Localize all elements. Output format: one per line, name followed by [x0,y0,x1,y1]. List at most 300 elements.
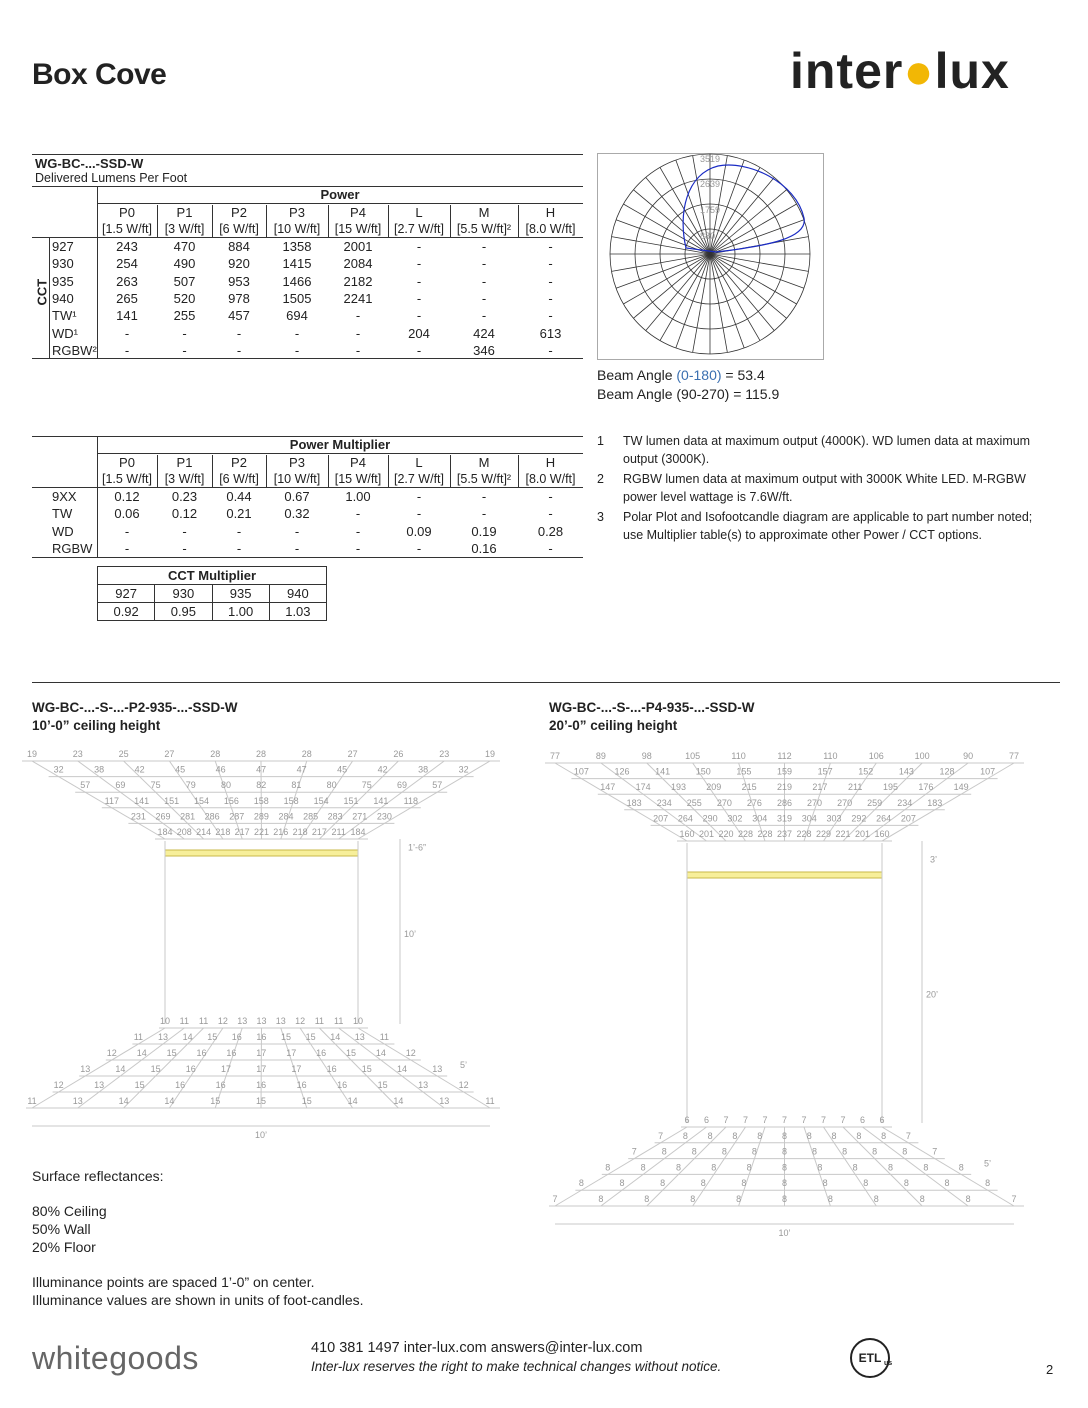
floor-value: 15 [255,1096,267,1106]
column-rate: [6 W/ft] [219,222,259,236]
table-cell: 1.00 [345,489,371,504]
ceiling-value: 57 [432,780,443,791]
floor-value: 13 [157,1032,169,1042]
column-code: P2 [231,455,247,470]
row-label: 930 [52,256,74,272]
floor-value: 14 [396,1064,408,1074]
column-rate: [15 W/ft] [334,472,382,486]
ceiling-value: 77 [1008,751,1020,761]
floor-value: 8 [605,1162,611,1173]
column-rate: [1.5 W/ft] [101,222,152,236]
ceiling-value: 105 [685,751,701,761]
ceiling-value: 45 [175,764,186,775]
ceiling-value: 303 [826,813,842,824]
column-divider [157,205,158,237]
footnotes [597,432,1047,544]
column-code: M [478,455,490,470]
contact-line: 410 381 1497 inter-lux.com answers@inter-lux.com [311,1340,643,1356]
ceiling-value: 98 [641,751,652,761]
floor-value: 11 [27,1096,37,1106]
floor-value: 8 [781,1130,788,1141]
ceiling-value: 19 [484,749,496,759]
floor-value: 8 [902,1146,908,1157]
reflectance-ceiling: 80% Ceiling [32,1203,107,1219]
floor-value: 8 [661,1146,667,1157]
ceiling-value: 75 [150,780,161,791]
ceiling-value: 230 [376,811,392,822]
table-cell: 1358 [282,239,312,254]
ceiling-value: 231 [130,811,146,822]
floor-value: 6 [684,1115,690,1125]
floor-value: 7 [723,1115,729,1125]
floor-value: 13 [354,1032,365,1042]
floor-value: 8 [644,1194,650,1204]
cct-value: 1.03 [285,604,311,619]
beam-value: = 53.4 [721,367,765,383]
column-code: P1 [176,455,193,470]
ceiling-value: 304 [752,813,768,824]
floor-value: 8 [873,1194,879,1204]
floor-value: 16 [175,1080,186,1090]
etl-certification-icon [850,1338,893,1378]
column-code: P0 [119,455,135,470]
power-group-header: Power [320,187,360,202]
floor-value: 10 [159,1016,171,1026]
table-cell: 0.28 [537,523,564,539]
divider [97,453,583,454]
table-cell: - [548,342,553,358]
width-dimension: 10’ [778,1228,791,1238]
ceiling-value: 107 [573,766,589,777]
floor-value: 7 [801,1115,807,1125]
table-cell: 204 [408,325,430,341]
table-cell: - [416,342,422,358]
column-divider [388,205,389,237]
table-cell: - [416,239,422,254]
column-code: P2 [231,205,247,220]
table-cell: - [548,290,553,306]
column-rate: [8.0 W/ft] [525,472,576,486]
ceiling-value: 207 [900,813,916,824]
row-label: WD [52,523,74,539]
cert-label: ETL [858,1351,882,1365]
floor-value: 15 [280,1032,292,1042]
floor-value: 7 [781,1115,788,1125]
ceiling-value: 269 [155,811,171,822]
ceiling-value: 90 [963,751,974,761]
table-cell: 0.19 [471,523,497,539]
table-cell: - [548,256,553,272]
table-cell: - [416,489,422,504]
floor-value: 13 [94,1080,105,1090]
floor-value: 14 [182,1032,193,1042]
table-cell: - [294,342,300,358]
reflectance-block [32,1167,364,1309]
row-label: RGBW [52,540,93,556]
floor-value: 8 [781,1178,788,1189]
table-cell: 424 [473,325,495,341]
floor-value: 16 [256,1032,267,1042]
floor-value: 8 [682,1130,688,1141]
table-cell: - [548,239,553,254]
column-divider [518,205,519,237]
floor-value: 8 [856,1130,862,1141]
floor-value: 8 [619,1178,625,1189]
note-num: 3 [597,510,604,524]
floor-value: 8 [711,1162,717,1173]
floor-value: 6 [859,1115,866,1125]
ceiling-value: 286 [204,811,220,822]
column-code: M [478,205,490,220]
ceiling-value: 208 [176,827,192,837]
ceiling-value: 151 [343,795,359,806]
footnote-1 [597,432,1047,468]
ceiling-value: 143 [898,766,914,777]
offset-dimension: 3’ [930,854,938,865]
ceiling-value: 151 [164,795,180,806]
left-ceiling-height: 10’-0” ceiling height [32,718,161,733]
ceiling-value: 42 [377,764,388,775]
cct-header: 935 [212,585,269,603]
ceiling-value: 156 [223,795,239,806]
floor-value: 7 [631,1146,637,1157]
ceiling-value: 141 [134,795,150,806]
ceiling-value: 75 [361,780,372,791]
cct-header: 930 [155,585,212,603]
floor-value: 8 [598,1194,604,1204]
table-cell: - [481,256,487,272]
floor-value: 8 [751,1146,757,1157]
table-cell: 0.67 [284,489,310,504]
table-cell: 254 [116,256,138,272]
table-cell: 920 [228,256,250,272]
row-label: TW¹ [52,308,77,324]
floor-value: 8 [812,1146,818,1157]
floor-value: 8 [736,1194,742,1204]
beam-label: Beam Angle [597,367,677,383]
row-label: TW [52,506,73,522]
floor-value: 8 [721,1146,727,1157]
floor-value: 15 [166,1048,177,1058]
ceiling-value: 219 [776,782,793,793]
table-cell: 1415 [282,256,312,272]
floor-value: 14 [115,1064,126,1074]
floor-value: 12 [458,1080,469,1090]
floor-value: 16 [316,1048,327,1058]
table-cell: 0.23 [171,489,198,504]
page-title: Box Cove [32,58,167,91]
floor-value: 7 [905,1130,911,1141]
table-cell: - [236,523,242,539]
ceiling-value: 264 [876,813,892,824]
table-cell: 243 [116,239,138,254]
floor-value: 8 [863,1178,869,1189]
floor-value: 11 [334,1016,344,1026]
ceiling-value: 110 [731,751,746,761]
floor-value: 12 [295,1016,306,1026]
floor-value: 6 [879,1115,885,1125]
floor-value: 16 [226,1048,237,1058]
ceiling-value: 57 [80,780,91,791]
floor-value: 15 [305,1032,316,1042]
floor-value: 8 [872,1146,878,1157]
ceiling-value: 195 [883,782,899,793]
floor-value: 15 [345,1048,357,1058]
ceiling-value: 207 [653,813,669,824]
ceiling-value: 290 [702,813,718,824]
column-code: P3 [289,205,305,220]
table-cell: 0.21 [226,506,252,522]
table-cell: - [481,239,487,254]
floor-value: 13 [275,1016,286,1026]
floor-value: 13 [432,1064,443,1074]
table-cell: - [294,540,300,556]
column-rate: [10 W/ft] [273,222,321,236]
ceiling-value: 82 [256,780,267,791]
column-rate: [2.7 W/ft] [393,222,444,236]
floor-value: 16 [215,1080,226,1090]
floor-value: 8 [781,1146,788,1157]
ceiling-value: 47 [256,764,267,775]
floor-value: 8 [675,1162,681,1173]
table-cell: 1466 [282,273,312,289]
lumens-table-title: WG-BC-...-SSD-W [35,156,144,171]
floor-value: 17 [256,1048,267,1058]
ceiling-value: 211 [848,782,863,793]
ceiling-value: 285 [303,811,319,822]
column-divider [266,455,267,487]
ceiling-value: 147 [600,782,616,793]
ceiling-value: 218 [292,827,308,837]
ceiling-value: 214 [196,827,212,837]
floor-value: 7 [552,1194,558,1204]
floor-value: 8 [806,1130,812,1141]
left-part-number: WG-BC-...-S-...-P2-935-...-SSD-W [32,700,238,715]
table-cell: - [236,342,242,358]
floor-value: 14 [136,1048,147,1058]
column-rate: [3 W/ft] [164,472,205,486]
note-text: TW lumen data at maximum output (4000K). WD lumen data at maximum output (3000K). [623,434,1031,466]
table-cell: 470 [173,239,196,254]
ceiling-value: 32 [458,764,469,775]
column-rate: [5.5 W/ft]² [456,222,512,236]
table-cell: 490 [173,256,196,272]
ceiling-value: 221 [253,827,270,837]
floor-grid-line [358,1028,490,1108]
column-code: H [545,455,556,470]
divider [97,203,583,204]
ring-label: 2639 [700,179,721,189]
ceiling-value: 80 [326,780,337,791]
note-text: RGBW lumen data at maximum output with 3000K White LED. M-RGBW power level wattage is 7.6W/ft. [623,472,1026,504]
floor-value: 7 [820,1115,827,1125]
table-cell: - [182,523,187,539]
ceiling-value: 211 [331,827,346,837]
floor-value: 8 [700,1178,706,1189]
ceiling-value: 271 [352,811,368,822]
ceiling-value: 281 [180,811,196,822]
ceiling-value: 28 [255,749,267,759]
table-cell: - [182,325,187,341]
ceiling-value: 289 [253,811,269,822]
ceiling-value: 284 [278,811,294,822]
column-code: P3 [289,455,305,470]
table-cell: - [355,506,361,522]
ceiling-value: 304 [801,813,817,824]
floor-value: 16 [185,1064,196,1074]
ceiling-value: 23 [72,749,83,759]
table-cell: 0.06 [114,506,140,522]
column-rate: [3 W/ft] [164,222,205,236]
column-rate: [2.7 W/ft] [393,472,444,486]
ceiling-value: 229 [815,829,832,839]
floor-value: 7 [840,1115,846,1125]
floor-value: 13 [80,1064,91,1074]
floor-value: 15 [150,1064,161,1074]
note-num: 1 [597,434,604,448]
table-cell: - [355,342,361,358]
floor-grid-line [32,1028,165,1108]
right-ceiling-height: 20’-0” ceiling height [549,718,678,733]
table-cell: 2182 [343,273,373,289]
table-cell: - [481,506,487,522]
column-code: L [415,205,423,220]
ceiling-value: 218 [215,827,231,837]
floor-value: 17 [291,1064,302,1074]
table-cell: - [355,540,361,556]
floor-value: 8 [923,1162,929,1173]
ceiling-value: 276 [746,797,762,808]
cct-multiplier-title: CCT Multiplier [98,567,327,585]
brand-dot-icon: ● [903,43,935,99]
ceiling-value: 128 [939,766,955,777]
floor-value: 7 [762,1115,768,1125]
lumens-table-rule [32,154,583,155]
ceiling-value: 319 [776,813,793,824]
beam-angle [597,366,779,404]
table-cell: 1505 [282,290,312,306]
column-divider [212,205,213,237]
ceiling-value: 141 [655,766,671,777]
floor-value: 14 [164,1096,175,1106]
cert-sub: us [884,1360,893,1367]
ceiling-value: 38 [418,764,429,775]
table-cell: - [416,273,422,289]
table-cell: 263 [116,273,138,289]
ceiling-value: 81 [291,780,302,791]
floor-value: 13 [72,1096,83,1106]
table-cell: 255 [173,308,196,324]
table-cell: - [182,342,187,358]
table-cell: 2001 [343,239,373,254]
table-cell: - [416,256,422,272]
floor-value: 17 [256,1064,267,1074]
table-cell: - [236,325,242,341]
cct-value: 0.95 [155,603,212,621]
floor-value: 11 [179,1016,189,1026]
floor-value: 14 [330,1032,341,1042]
right-part-number: WG-BC-...-S-...-P4-935-...-SSD-W [549,700,755,715]
table-cell: - [416,540,422,556]
ceiling-value: 27 [164,749,175,759]
ceiling-value: 217 [311,827,327,837]
ceiling-value: 220 [718,829,734,839]
floor-value: 12 [106,1048,117,1058]
floor-value: 8 [958,1162,964,1173]
cove-fixture [687,872,882,878]
ceiling-value: 287 [229,811,245,822]
ceiling-value: 150 [695,766,711,777]
power-multiplier-header: Power Multiplier [289,437,391,452]
units-note: Illuminance values are shown in units of foot-candles. [32,1292,364,1308]
ceiling-value: 259 [867,797,883,808]
footer-logo: whitegoods [32,1340,199,1376]
ceiling-value: 89 [595,751,606,761]
floor-value: 6 [703,1115,710,1125]
table-cell: - [355,523,361,539]
floor-value: 8 [660,1178,666,1189]
ceiling-value: 126 [614,766,630,777]
ring-label: 1759 [700,205,721,215]
floor-grid-line [555,1127,687,1206]
column-code: P4 [350,455,366,470]
ceiling-value: 237 [776,829,793,839]
ceiling-value: 217 [234,827,250,837]
floor-value: 12 [217,1016,228,1026]
footnote-3 [597,508,1047,544]
floor-value: 11 [314,1016,325,1026]
floor-value: 14 [118,1096,129,1106]
column-code: P0 [119,205,135,220]
ceiling-value: 69 [115,780,126,791]
table-cell: - [355,308,361,324]
floor-value: 17 [286,1048,297,1058]
floor-value: 16 [337,1080,348,1090]
ceiling-value: 154 [193,795,210,806]
beam-line-2: Beam Angle (90-270) = 115.9 [597,386,780,402]
column-rate: [1.5 W/ft] [101,472,152,486]
floor-value: 15 [377,1080,388,1090]
floor-value: 8 [903,1178,909,1189]
ceiling-value: 149 [953,782,969,793]
cct-value: 0.92 [98,603,155,621]
row-label: RGBW² [52,342,97,358]
table-cell: - [481,489,487,504]
ceiling-value: 270 [807,797,823,808]
table-cell: 520 [173,290,196,306]
table-cell: 141 [116,308,138,324]
floor-value: 8 [746,1162,752,1173]
floor-value: 8 [842,1146,848,1157]
floor-grid-line [882,1127,1017,1206]
depth-dimension: 5’ [984,1158,992,1169]
ceiling-value: 264 [677,813,693,824]
polar-plot-frame [597,153,824,360]
column-divider [328,205,329,237]
reflectance-heading: Surface reflectances: [32,1168,164,1184]
ceiling-value: 26 [393,749,404,759]
reflectance-floor: 20% Floor [32,1239,96,1255]
ring-label: 3519 [700,154,721,164]
column-divider [518,455,519,487]
ceiling-value: 45 [337,764,348,775]
lumens-table-subtitle: Delivered Lumens Per Foot [35,171,188,185]
ceiling-value: 292 [851,813,867,824]
table-cell: 613 [539,325,562,341]
table-cell: 0.12 [171,506,198,522]
floor-value: 8 [881,1130,887,1141]
table-cell: - [355,325,361,341]
